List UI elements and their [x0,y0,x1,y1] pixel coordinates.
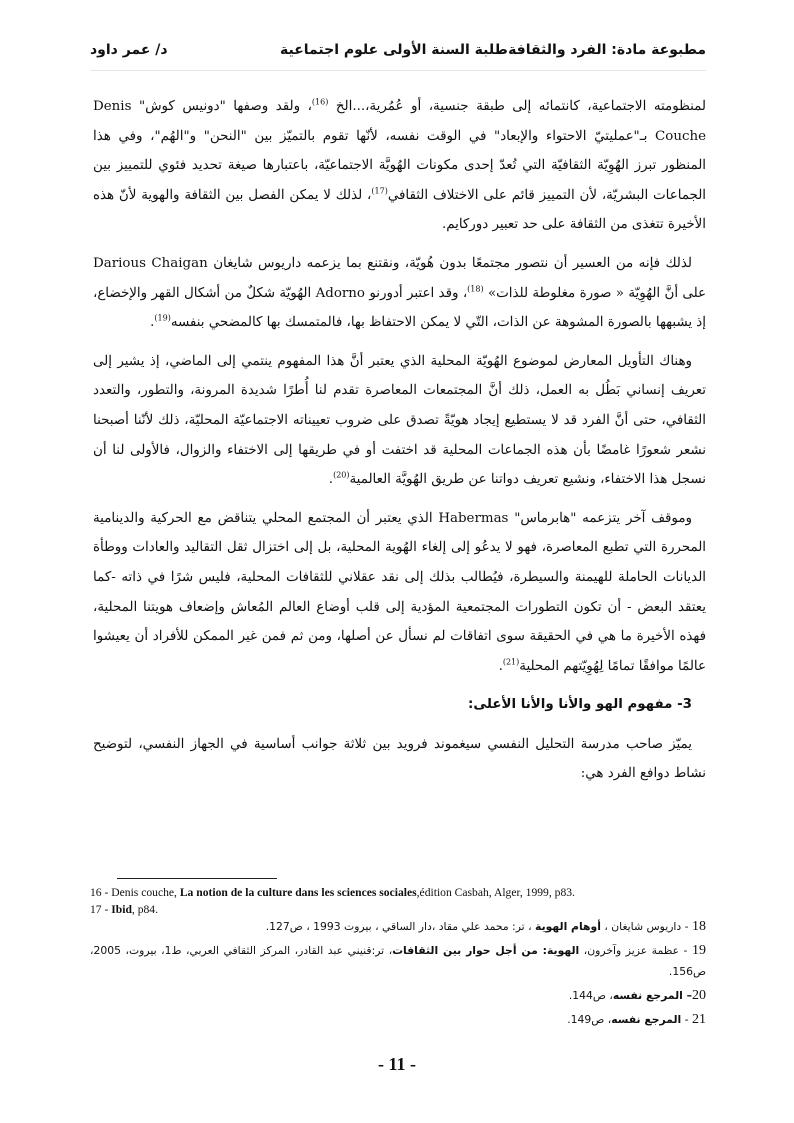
footnote-16: 16 - Denis couche, La notion de la culture dans les sciences sociales,édition Casbah, Alger, 1999, p83. [90,886,575,899]
page-number: - 11 - [378,1054,416,1074]
paragraph-1: لمنظومته الاجتماعية، كانتمائه إلى طبقة جنسية، أو عُمُرية،...الخ $^{(16)}$، ولقد وصفها "دونيس كوش" Denis Couche بـ"عمليتيّ الاحتواء والإبعاد" في الوقت نفسه، لأنّها تقوم بالتميّز بين "النحن" و"الهُم"، وفي هذا المنظور تبرز الهُوِيّة الثقافيّة التي تُعدّ إحدى مكونات الهُويَّة الاجتماعيّة، باعتبارها صيغة تحديد فئوي للتمييز بين الجماعات البشريّة، لأن التمييز قائم على الاختلاف الثقافي$^{(17)}$، لذلك لا يمكن الفصل بين الثقافة والهوية لأنّ هذه الأخيرة تتغذى من الثقافة على حد تعبير دوركايم. [93,97,707,233]
footnote-ref-20: (20) [333,470,350,480]
header-divider [90,70,706,71]
paragraph-2: لذلك فإنه من العسير أن نتصور مجتمعًا بدون هُويّة، ونقتنع بما يزعمه داريوس شايغان Darious Chaigan على أنَّ الهُوِيّة « صورة مغلوطة للذات» $^{(18)}$، وقد اعتبر أدورنو Adorno الهُويّة شكلٌ من أشكال القهر والإخضاع، إذ يشبهها بالصورة المشوهة عن الذات، التّي لا يمكن الاحتفاظ بها، فالمتمسك بها كالمضحي بنفسه$^{(19)}$. [93,255,707,331]
main-text [93,92,706,798]
footnote-19: 19 - عظمة عزيز وآخرون، الهوية: من أجل حوار بين الثقافات، تر:قنيني عبد القادر، المركز الثقافي العربي، ط1، بيروت، 2005، ص156. [90,943,706,978]
footnote-ref-19: (19) [154,313,171,323]
paragraph-5: يميّز صاحب مدرسة التحليل النفسي سيغموند فرويد بين ثلاثة جوانب أساسية في الجهاز النفسي، لتوضيح نشاط دوافع الفرد هي: [93,736,706,782]
footnote-divider [117,878,277,879]
header-students: طلبة السنة الأولى علوم اجتماعية [280,42,508,58]
paragraph-3: وهناك التأويل المعارض لموضوع الهُويّة المحلية الذي يعتبر أنَّ هذا المفهوم ينتمي إلى الماضي، إذ يشير إلى تعريف إنساني بَطُل به العمل، ذلك أنَّ المجتمعات المعاصرة تقدم لنا أُطرًا شديدة المرونة، والتطور، والتعدد الثقافي، حتى أنَّ الفرد قد لا يستطيع إيجاد هويّةً تصدق على ضروب تعييناته الاجتماعيّة المحليّة، ذلك لأنّنا أصبحنا نشعر شعورًا غامضًا بأن هذه الجماعات المحلية قد اختفت أو في طريقها إلى الاختفاء والزوال، فالأولى لنا أن نسجل هذا الاختفاء، ونشيع تعريف دواتنا عن طريق الهُويَّة العالمية$^{(20)}$. [93,353,706,488]
footnote-ref-18: (18) [467,284,484,294]
footnote-21: 21 - المرجع نفسه، ص149. [567,1012,706,1027]
footnote-18: 18 - داريوس شايغان ، أوهام الهوية ، تر: محمد علي مقاد ،دار الساقي ، بيروت 1993 ، ص127. [265,919,706,934]
footnote-ref-16: (16) [311,97,329,107]
paragraph-4: وموقف آخر يتزعمه "هابرماس" Habermas الذي يعتبر أن المجتمع المحلي يتناقض مع الحركية والدينامية المحررة التي تطبع المعاصرة، فهو لا يدعُو إلى إلغاء الهُوية المحلية، بل إلى اختزال ثقل التقاليد والعادات ووطأة الديانات الحاملة للهيمنة والسيطرة، فيُطالب بذلك إلى نقد عقلاني للثقافات المحلية، فليس شرًا في ذاته -كما يعتقد البعض - أن تكون التطورات المجتمعية المؤدية إلى قلب أوضاع العالم المُعاش وإضعاف هويتنا المحلية، فهذه الأخيرة ما هي في الحقيقة سوى اتفاقات لم نسأل عن أصلها، ومن ثم فمن غير الممكن للأفراد أن يعيشوا عالمًا موافقًا تمامًا لِهُوِيّتهم المحلية$^{(21)}$. [93,510,706,674]
footnote-ref-17: (17) [371,186,388,196]
section-heading: 3- مفهوم الهو والأنا والأنا الأعلى: [468,697,692,713]
header-course-title: مطبوعة مادة: الفرد والثقافة [508,42,706,58]
footnote-17: 17 - Ibid, p84. [90,903,158,916]
footnote-ref-21: (21) [502,657,520,667]
footnote-20: 20– المرجع نفسه، ص144. [568,988,706,1003]
header-author: د/ عمر داود [90,42,168,58]
page-header [90,42,706,68]
